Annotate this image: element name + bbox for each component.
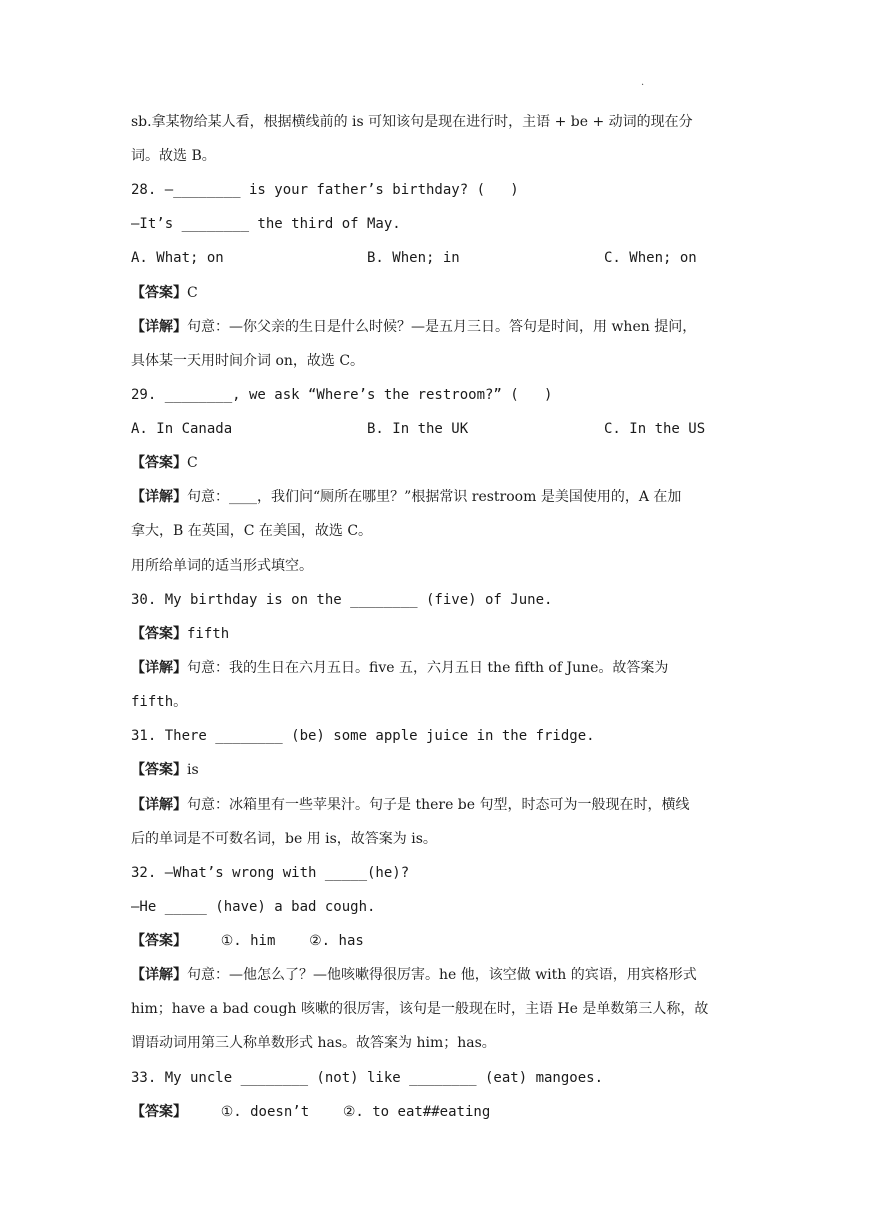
option-a: A. In Canada xyxy=(131,421,233,437)
question-30: 30. My birthday is on the ________ (five) of June. xyxy=(131,592,553,608)
detail-text: 句意：冰箱里有一些苹果汁。句子是 there be 句型，时态可为一般现在时，横线 xyxy=(187,797,690,813)
question-28-reply: —It’s ________ the third of May. xyxy=(131,216,401,232)
detail-line: him；have a bad cough 咳嗽的很厉害，该句是一般现在时，主语 He 是单数第三人称，故 xyxy=(131,1001,709,1017)
question-29: 29. ________, we ask “Where’s the restroom?” ( ) xyxy=(131,387,553,403)
detail-text: 句意：—他怎么了？—他咳嗽得很厉害。he 他，该空做 with 的宾语，用宾格形式 xyxy=(187,967,697,983)
detail-label: 【详解】 xyxy=(131,489,187,505)
text-line: sb.拿某物给某人看，根据横线前的 is 可知该句是现在进行时，主语 + be + 动词的现在分 xyxy=(131,114,693,130)
option-c: C. When; on xyxy=(604,250,697,266)
detail-line: 谓语动词用第三人称单数形式 has。故答案为 him；has。 xyxy=(131,1035,496,1051)
question-31: 31. There ________ (be) some apple juice in the fridge. xyxy=(131,728,595,744)
question-33: 33. My uncle ________ (not) like ________ (eat) mangoes. xyxy=(131,1070,604,1086)
option-b: B. In the UK xyxy=(367,421,469,437)
detail-line xyxy=(131,965,697,985)
detail-line: 后的单词是不可数名词，be 用 is，故答案为 is。 xyxy=(131,831,437,847)
question-32: 32. —What’s wrong with _____(he)? xyxy=(131,865,410,881)
detail-line xyxy=(131,658,668,678)
answer-label: 【答案】 xyxy=(131,285,187,301)
answer-value: C xyxy=(187,455,198,471)
answer-line xyxy=(131,453,198,473)
answer-line xyxy=(131,760,199,780)
detail-text: 句意：—你父亲的生日是什么时候？—是五月三日。答句是时间，用 when 提问， xyxy=(187,319,697,335)
detail-label: 【详解】 xyxy=(131,967,187,983)
answer-label: 【答案】 xyxy=(131,455,187,471)
detail-line xyxy=(131,317,696,337)
answer-value: fifth xyxy=(187,626,230,642)
detail-text: 句意：____，我们问“厕所在哪里？”根据常识 restroom 是美国使用的，A 在加 xyxy=(187,489,682,505)
answer-line xyxy=(131,931,364,951)
option-b: B. When; in xyxy=(367,250,460,266)
detail-line: 具体某一天用时间介词 on，故选 C。 xyxy=(131,353,365,369)
answer-label: 【答案】 xyxy=(131,626,187,642)
answer-line xyxy=(131,283,198,303)
answer-value: ①. doesn’t ②. to eat##eating xyxy=(187,1104,491,1120)
option-a: A. What; on xyxy=(131,250,224,266)
answer-line xyxy=(131,624,229,644)
answer-label: 【答案】 xyxy=(131,933,187,949)
detail-line xyxy=(131,795,690,815)
answer-line xyxy=(131,1102,490,1122)
answer-value: ①. him ②. has xyxy=(187,933,364,949)
answer-label: 【答案】 xyxy=(131,1104,187,1120)
page-marker: · xyxy=(641,80,645,91)
option-c: C. In the US xyxy=(604,421,706,437)
text-line: 词。故选 B。 xyxy=(131,148,216,164)
detail-line xyxy=(131,487,681,507)
answer-label: 【答案】 xyxy=(131,762,187,778)
answer-value: is xyxy=(187,762,199,778)
section-heading: 用所给单词的适当形式填空。 xyxy=(131,558,313,574)
detail-line: 拿大，B 在英国，C 在美国，故选 C。 xyxy=(131,523,373,539)
question-32-reply: —He _____ (have) a bad cough. xyxy=(131,899,376,915)
detail-label: 【详解】 xyxy=(131,797,187,813)
answer-value: C xyxy=(187,285,198,301)
detail-text: 句意：我的生日在六月五日。five 五，六月五日 the fifth of June。故答案为 xyxy=(187,660,669,676)
detail-line: fifth。 xyxy=(131,694,188,710)
detail-label: 【详解】 xyxy=(131,319,187,335)
detail-label: 【详解】 xyxy=(131,660,187,676)
question-28: 28. —________ is your father’s birthday? ( ) xyxy=(131,182,519,198)
